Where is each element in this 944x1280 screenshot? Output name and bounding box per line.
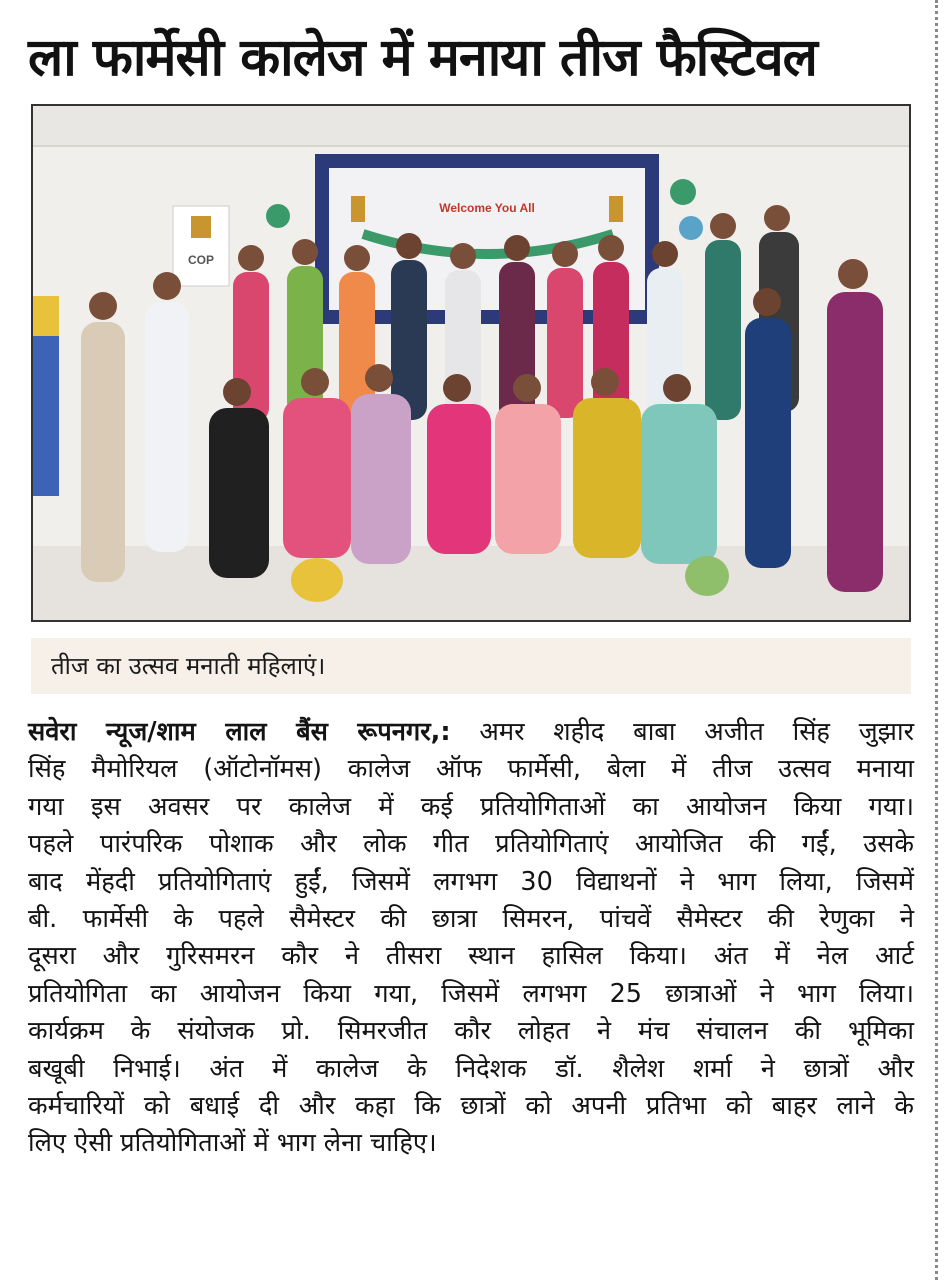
photo-caption: तीज का उत्सव मनाती महिलाएं। bbox=[31, 638, 911, 694]
article-line: पहले पारंपरिक पोशाक और लोक गीत प्रतियोगिताएं आयोजित की गईं, उसके bbox=[28, 829, 914, 860]
headline: ला फार्मेसी कालेज में मनाया तीज फैस्टिवल bbox=[28, 28, 817, 88]
article-line-text: अमर शहीद बाबा अजीत सिंह जुझार bbox=[479, 717, 914, 747]
group-photo-illustration bbox=[33, 106, 909, 620]
page-edge-dotted-rule bbox=[935, 0, 938, 1280]
balloon bbox=[670, 179, 696, 205]
article-line: बी. फार्मेसी के पहले सैमेस्टर की छात्रा सिमरन, पांचवें सैमेस्टर की रेणुका ने bbox=[28, 904, 914, 935]
news-photo bbox=[31, 104, 911, 622]
article-line: कार्यक्रम के संयोजक प्रो. सिमरजीत कौर लोहत ने मंच संचालन की भूमिका bbox=[28, 1016, 914, 1047]
decorated-pot bbox=[291, 558, 343, 602]
article-line: बाद मेंहदी प्रतियोगिताएं हुईं, जिसमें लगभग 30 विद्याथनों ने भाग लिया, जिसमें bbox=[28, 866, 914, 897]
article-line bbox=[28, 714, 914, 751]
ceiling bbox=[33, 106, 909, 146]
college-sign bbox=[173, 206, 229, 286]
article-line: कर्मचारियों को बधाई दी और कहा कि छात्रों को अपनी प्रतिभा को बाहर लाने के bbox=[28, 1091, 914, 1122]
sign-text: COP bbox=[187, 253, 215, 267]
decorated-pot bbox=[685, 556, 729, 596]
article-line: सिंह मैमोरियल (ऑटोनॉमस) कालेज ऑफ फार्मेसी, बेला में तीज उत्सव मनाया bbox=[28, 754, 914, 785]
byline: सवेरा न्यूज/शाम लाल बैंस रूपनगर,: bbox=[28, 717, 451, 747]
article-line: बखूबी निभाई। अंत में कालेज के निदेशक डॉ. शैलेश शर्मा ने छात्रों और bbox=[28, 1053, 914, 1084]
article-line: लिए ऐसी प्रतियोगिताओं में भाग लेना चाहिए। bbox=[28, 1128, 437, 1159]
balloon bbox=[679, 216, 703, 240]
article-line: दूसरा और गुरिसमरन कौर ने तीसरा स्थान हासिल किया। अंत में नेल आर्ट bbox=[28, 941, 914, 972]
article-line: प्रतियोगिता का आयोजन किया गया, जिसमें लगभग 25 छात्राओं ने भाग लिया। bbox=[28, 978, 914, 1009]
article-line: गया इस अवसर पर कालेज में कई प्रतियोगिताओं का आयोजन किया गया। bbox=[28, 791, 914, 822]
balloon bbox=[266, 204, 290, 228]
banner-text: Welcome You All bbox=[439, 201, 535, 215]
article-body bbox=[28, 714, 914, 1163]
